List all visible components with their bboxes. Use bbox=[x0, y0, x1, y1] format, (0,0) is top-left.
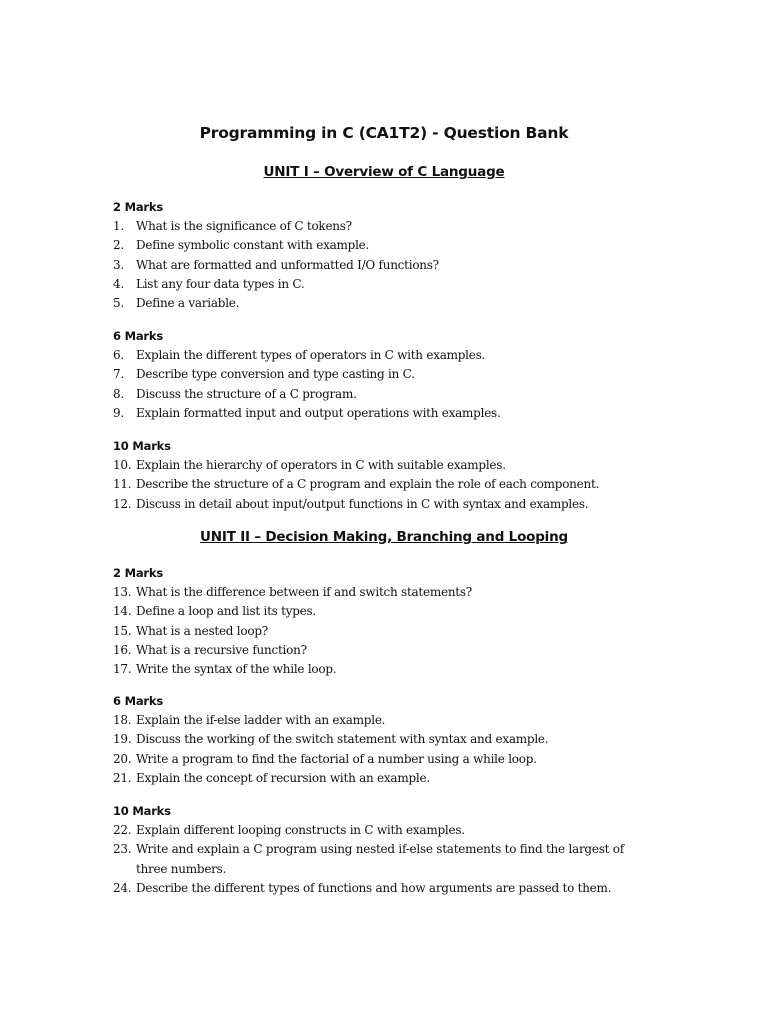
question-number: 21. bbox=[113, 770, 132, 785]
question-text: Discuss the structure of a C program. bbox=[136, 386, 357, 401]
question-text: Explain formatted input and output operations with examples. bbox=[136, 405, 501, 420]
question-number: 18. bbox=[113, 713, 132, 727]
question-number: 10. bbox=[113, 458, 132, 472]
unit-1-6-marks-heading: 6 Marks bbox=[113, 329, 163, 343]
question-item bbox=[113, 256, 653, 275]
unit-1-10-marks-heading: 10 Marks bbox=[113, 439, 171, 453]
question-number: 1. bbox=[113, 219, 124, 233]
question-item bbox=[113, 217, 653, 236]
question-number: 7. bbox=[113, 367, 124, 382]
question-item bbox=[113, 385, 653, 404]
question-number: 14. bbox=[113, 604, 132, 619]
question-number: 9. bbox=[113, 405, 124, 420]
question-number: 2. bbox=[113, 238, 124, 253]
question-number: 12. bbox=[113, 496, 132, 511]
question-text: List any four data types in C. bbox=[136, 276, 305, 291]
page-title: Programming in C (CA1T2) - Question Bank bbox=[199, 124, 569, 142]
question-item bbox=[113, 236, 653, 255]
question-text: Explain different looping constructs in C with examples. bbox=[136, 823, 465, 837]
unit-1-heading: UNIT I – Overview of C Language bbox=[263, 164, 505, 180]
question-text: What is the difference between if and switch statements? bbox=[136, 585, 472, 599]
unit-1-2-marks-list bbox=[113, 217, 653, 313]
question-text: Explain the concept of recursion with an example. bbox=[136, 770, 430, 785]
question-item bbox=[113, 730, 653, 749]
question-item bbox=[113, 750, 653, 769]
question-number: 22. bbox=[113, 823, 132, 837]
question-number: 3. bbox=[113, 257, 124, 272]
question-text: Define a variable. bbox=[136, 296, 240, 311]
question-text: Describe the different types of functions and how arguments are passed to them. bbox=[136, 880, 612, 895]
question-item bbox=[113, 495, 653, 514]
unit-2-10-marks-heading: 10 Marks bbox=[113, 804, 171, 818]
question-item bbox=[113, 583, 653, 602]
question-number: 19. bbox=[113, 732, 132, 747]
question-text: Define a loop and list its types. bbox=[136, 604, 316, 619]
question-text: What is a recursive function? bbox=[136, 642, 307, 657]
question-text: What are formatted and unformatted I/O functions? bbox=[136, 257, 439, 272]
question-number: 16. bbox=[113, 642, 132, 657]
unit-2-2-marks-heading: 2 Marks bbox=[113, 566, 163, 580]
question-number: 20. bbox=[113, 751, 132, 766]
question-item bbox=[113, 821, 653, 840]
unit-2-2-marks-list bbox=[113, 583, 653, 679]
unit-2-6-marks-list bbox=[113, 711, 653, 788]
question-text: Explain the hierarchy of operators in C with suitable examples. bbox=[136, 458, 506, 472]
question-number: 11. bbox=[113, 477, 132, 492]
question-number: 23. bbox=[113, 842, 132, 857]
question-item bbox=[113, 475, 653, 494]
question-text: Describe the structure of a C program and explain the role of each component. bbox=[136, 477, 600, 492]
question-item bbox=[113, 365, 653, 384]
unit-1-6-marks-list bbox=[113, 346, 653, 423]
question-number: 17. bbox=[113, 662, 132, 677]
question-item bbox=[113, 275, 653, 294]
question-item bbox=[113, 602, 653, 621]
question-item bbox=[113, 404, 653, 423]
question-text: Write and explain a C program using nested if-else statements to find the largest of three numbers. bbox=[136, 842, 624, 876]
question-text: Explain the different types of operators in C with examples. bbox=[136, 348, 486, 362]
question-item bbox=[113, 660, 653, 679]
question-text: Write the syntax of the while loop. bbox=[136, 662, 337, 677]
unit-2-heading: UNIT II – Decision Making, Branching and Looping bbox=[200, 529, 568, 545]
question-item bbox=[113, 622, 653, 641]
question-item bbox=[113, 641, 653, 660]
question-text: Define symbolic constant with example. bbox=[136, 238, 370, 253]
question-text: Discuss the working of the switch statement with syntax and example. bbox=[136, 732, 549, 747]
question-item bbox=[113, 456, 653, 475]
question-item bbox=[113, 711, 653, 730]
question-item bbox=[113, 294, 653, 313]
question-text: What is the significance of C tokens? bbox=[136, 219, 352, 233]
question-text: Write a program to find the factorial of a number using a while loop. bbox=[136, 751, 537, 766]
unit-2-6-marks-heading: 6 Marks bbox=[113, 694, 163, 708]
question-number: 4. bbox=[113, 276, 124, 291]
question-text: Describe type conversion and type casting in C. bbox=[136, 367, 415, 382]
question-number: 15. bbox=[113, 623, 132, 638]
question-number: 8. bbox=[113, 386, 124, 401]
question-number: 24. bbox=[113, 880, 132, 895]
question-item bbox=[113, 840, 653, 879]
question-text: What is a nested loop? bbox=[136, 623, 268, 638]
question-text: Explain the if-else ladder with an example. bbox=[136, 713, 386, 727]
question-item bbox=[113, 769, 653, 788]
question-item bbox=[113, 346, 653, 365]
unit-1-2-marks-heading: 2 Marks bbox=[113, 200, 163, 214]
unit-1-10-marks-list bbox=[113, 456, 653, 514]
question-number: 6. bbox=[113, 348, 124, 362]
question-text: Discuss in detail about input/output functions in C with syntax and examples. bbox=[136, 496, 589, 511]
question-number: 13. bbox=[113, 585, 132, 599]
question-number: 5. bbox=[113, 296, 124, 311]
unit-2-10-marks-list bbox=[113, 821, 653, 898]
question-item bbox=[113, 879, 653, 898]
